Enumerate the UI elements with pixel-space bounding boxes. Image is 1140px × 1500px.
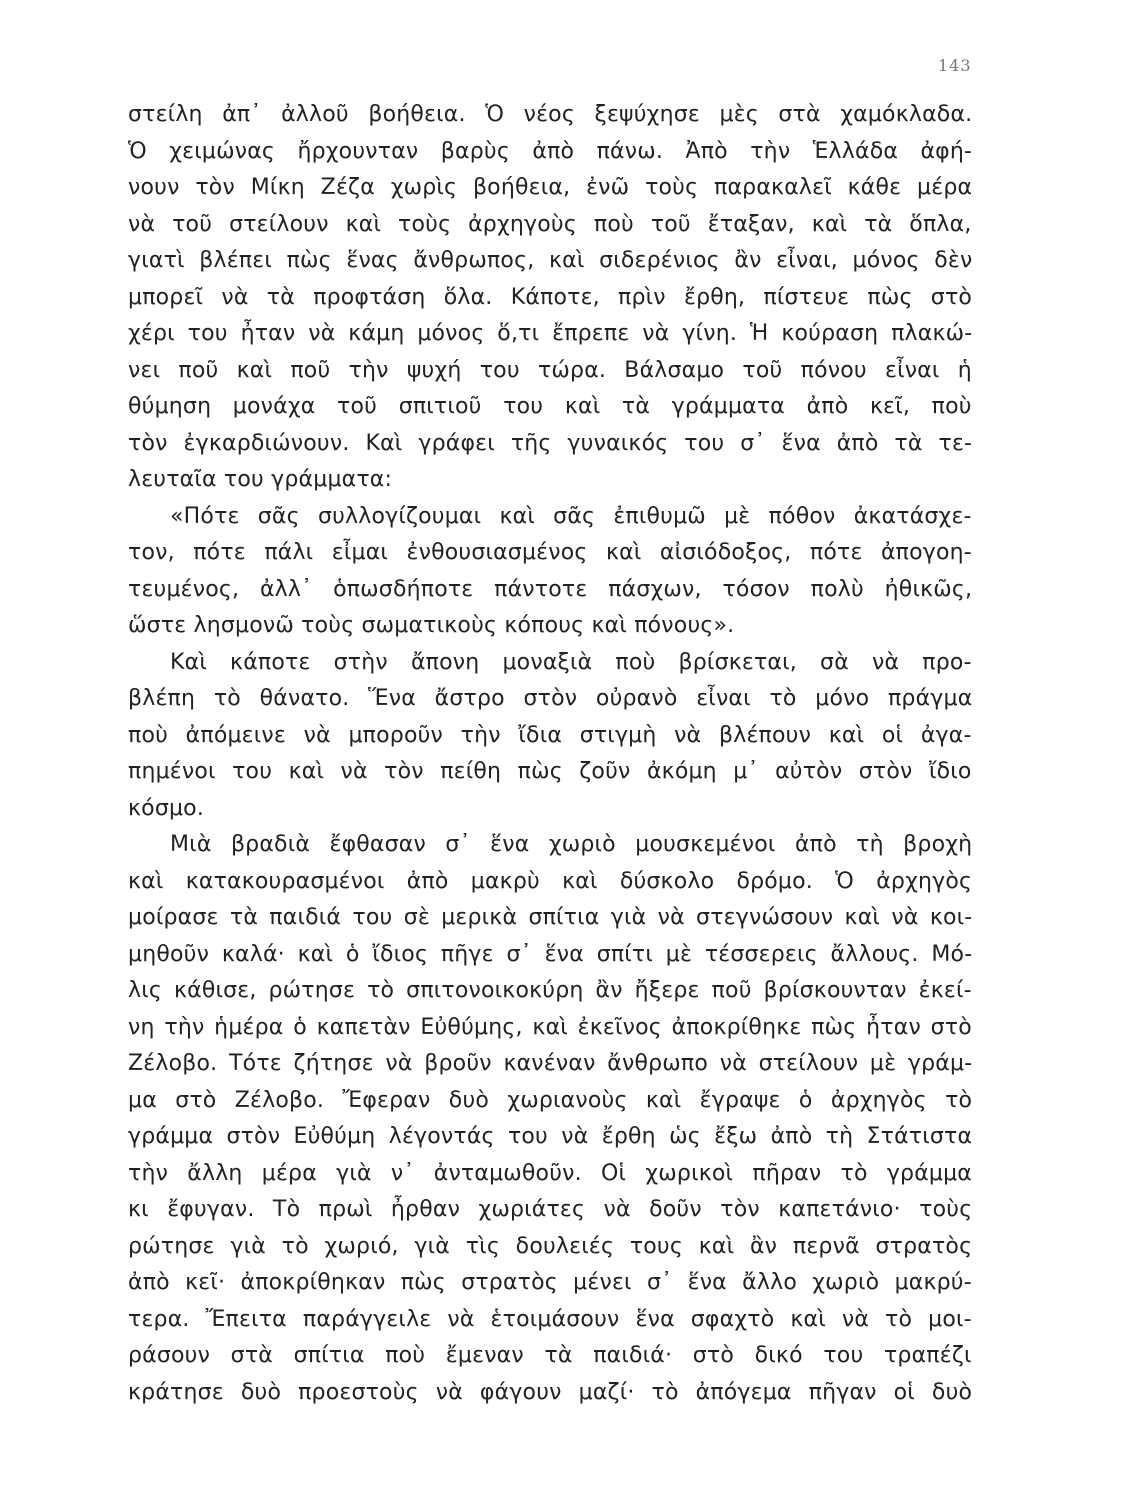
text-line: μα στὸ Ζέλοβο. Ἔφεραν δυὸ χωριανοὺς καὶ ἔγραψε ὁ ἀρχηγὸς τὸ xyxy=(128,1087,973,1113)
text-line: Ὁ χειμώνας ἤρχουνταν βαρὺς ἀπὸ πάνω. Ἀπὸ τὴν Ἑλλάδα ἀφή- xyxy=(128,138,973,164)
text-line: θύμηση μονάχα τοῦ σπιτιοῦ του καὶ τὰ γράμματα ἀπὸ κεῖ, ποὺ xyxy=(128,394,972,419)
text-line: πημένοι του καὶ νὰ τὸν πείθη πὼς ζοῦν ἀκόμη μ᾽ αὐτὸν στὸν ἴδιο xyxy=(128,759,972,784)
text-line: βλέπη τὸ θάνατο. Ἕνα ἄστρο στὸν οὐρανὸ εἶναι τὸ μόνο πράγμα xyxy=(128,686,973,711)
text-line: ράσουν στὰ σπίτια ποὺ ἔμεναν τὰ παιδιά· στὸ δικό του τραπέζι xyxy=(128,1343,972,1368)
text-line: μπορεῖ νὰ τὰ προφτάση ὅλα. Κάποτε, πρὶν ἔρθη, πίστευε πὼς στὸ xyxy=(128,284,973,310)
text-line: Μιὰ βραδιὰ ἔφθασαν σ᾽ ἕνα χωριὸ μουσκεμένοι ἀπὸ τὴ βροχὴ xyxy=(170,832,973,857)
text-line: Ζέλοβο. Τότε ζήτησε νὰ βροῦν κανέναν ἄνθρωπο νὰ στείλουν μὲ γράμ- xyxy=(128,1051,973,1076)
text-line: ἀπὸ κεῖ· ἀποκρίθηκαν πὼς στρατὸς μένει σ᾽ ἕνα ἄλλο χωριὸ μακρύ- xyxy=(128,1270,972,1295)
text-line: λις κάθισε, ρώτησε τὸ σπιτονοικοκύρη ἂν ἤξερε ποῦ βρίσκουνταν ἐκεί- xyxy=(128,978,972,1003)
text-line: «Πότε σᾶς συλλογίζουμαι καὶ σᾶς ἐπιθυμῶ μὲ πόθον ἀκατάσχε- xyxy=(170,503,972,529)
text-line: λευταῖα του γράμματα: xyxy=(128,467,393,492)
text-line: τον, πότε πάλι εἶμαι ἐνθουσιασμένος καὶ αἰσιόδοξος, πότε ἀπογοη- xyxy=(128,540,972,565)
text-line: τὴν ἄλλη μέρα γιὰ ν᾽ ἀνταμωθοῦν. Οἱ χωρικοὶ πῆραν τὸ γράμμα xyxy=(128,1160,972,1186)
text-line: μηθοῦν καλά· καὶ ὁ ἴδιος πῆγε σ᾽ ἕνα σπίτι μὲ τέσσερεις ἄλλους. Μό- xyxy=(128,941,973,967)
text-line: τερα. Ἔπειτα παράγγειλε νὰ ἑτοιμάσουν ἕνα σφαχτὸ καὶ νὰ τὸ μοι- xyxy=(128,1306,972,1332)
text-line: καὶ κατακουρασμένοι ἀπὸ μακρὺ καὶ δύσκολο δρόμο. Ὁ ἀρχηγὸς xyxy=(128,868,973,894)
text-line: μοίρασε τὰ παιδιά του σὲ μερικὰ σπίτια γιὰ νὰ στεγνώσουν καὶ νὰ κοι- xyxy=(128,905,973,930)
text-line: ποὺ ἀπόμεινε νὰ μποροῦν τὴν ἴδια στιγμὴ νὰ βλέπουν καὶ οἱ ἀγα- xyxy=(128,722,972,748)
text-line: κόσμο. xyxy=(128,795,205,821)
text-line: τὸν ἐγκαρδιώνουν. Καὶ γράφει τῆς γυναικός του σ᾽ ἕνα ἀπὸ τὰ τε- xyxy=(128,430,973,456)
text-line: κράτησε δυὸ προεστοὺς νὰ φάγουν μαζί· τὸ ἀπόγεμα πῆγαν οἱ δυὸ xyxy=(128,1379,973,1405)
text-line: γράμμα στὸν Εὐθύμη λέγοντάς του νὰ ἔρθη ὡς ἔξω ἀπὸ τὴ Στάτιστα xyxy=(128,1124,973,1149)
text-line: νει ποῦ καὶ ποῦ τὴν ψυχή του τώρα. Βάλσαμο τοῦ πόνου εἶναι ἡ xyxy=(128,357,972,383)
text-line: τευμένος, ἀλλ᾽ ὁπωσδήποτε πάντοτε πάσχων, τόσον πολὺ ἠθικῶς, xyxy=(128,576,973,602)
text-line: ρώτησε γιὰ τὸ χωριό, γιὰ τὶς δουλειές τους καὶ ἂν περνᾶ στρατὸς xyxy=(128,1233,973,1259)
text-line: νη τὴν ἡμέρα ὁ καπετὰν Εὐθύμης, καὶ ἐκεῖνος ἀποκρίθηκε πὼς ἦταν στὸ xyxy=(128,1014,972,1040)
body-text xyxy=(128,97,972,1411)
text-line: κι ἔφυγαν. Τὸ πρωὶ ἦρθαν χωριάτες νὰ δοῦν τὸν καπετάνιο· τοὺς xyxy=(128,1197,973,1222)
text-line: χέρι του ἦταν νὰ κάμη μόνος ὅ,τι ἔπρεπε νὰ γίνη. Ἡ κούραση πλακώ- xyxy=(128,321,973,346)
text-line: ὥστε λησμονῶ τοὺς σωματικοὺς κόπους καὶ πόνους». xyxy=(128,613,735,638)
text-line: νουν τὸν Μίκη Ζέζα χωρὶς βοήθεια, ἐνῶ τοὺς παρακαλεῖ κάθε μέρα xyxy=(128,175,973,200)
text-line: Καὶ κάποτε στὴν ἄπονη μοναξιὰ ποὺ βρίσκεται, σὰ νὰ προ- xyxy=(170,649,972,675)
text-line: νὰ τοῦ στείλουν καὶ τοὺς ἀρχηγοὺς ποὺ τοῦ ἔταξαν, καὶ τὰ ὅπλα, xyxy=(128,211,972,237)
text-line: στείλη ἀπ᾽ ἀλλοῦ βοήθεια. Ὁ νέος ξεψύχησε μὲς στὰ χαμόκλαδα. xyxy=(128,102,973,127)
text-line: γιατὶ βλέπει πὼς ἕνας ἄνθρωπος, καὶ σιδερένιος ἂν εἶναι, μόνος δὲν xyxy=(128,248,973,273)
page-number: 143 xyxy=(938,56,972,75)
